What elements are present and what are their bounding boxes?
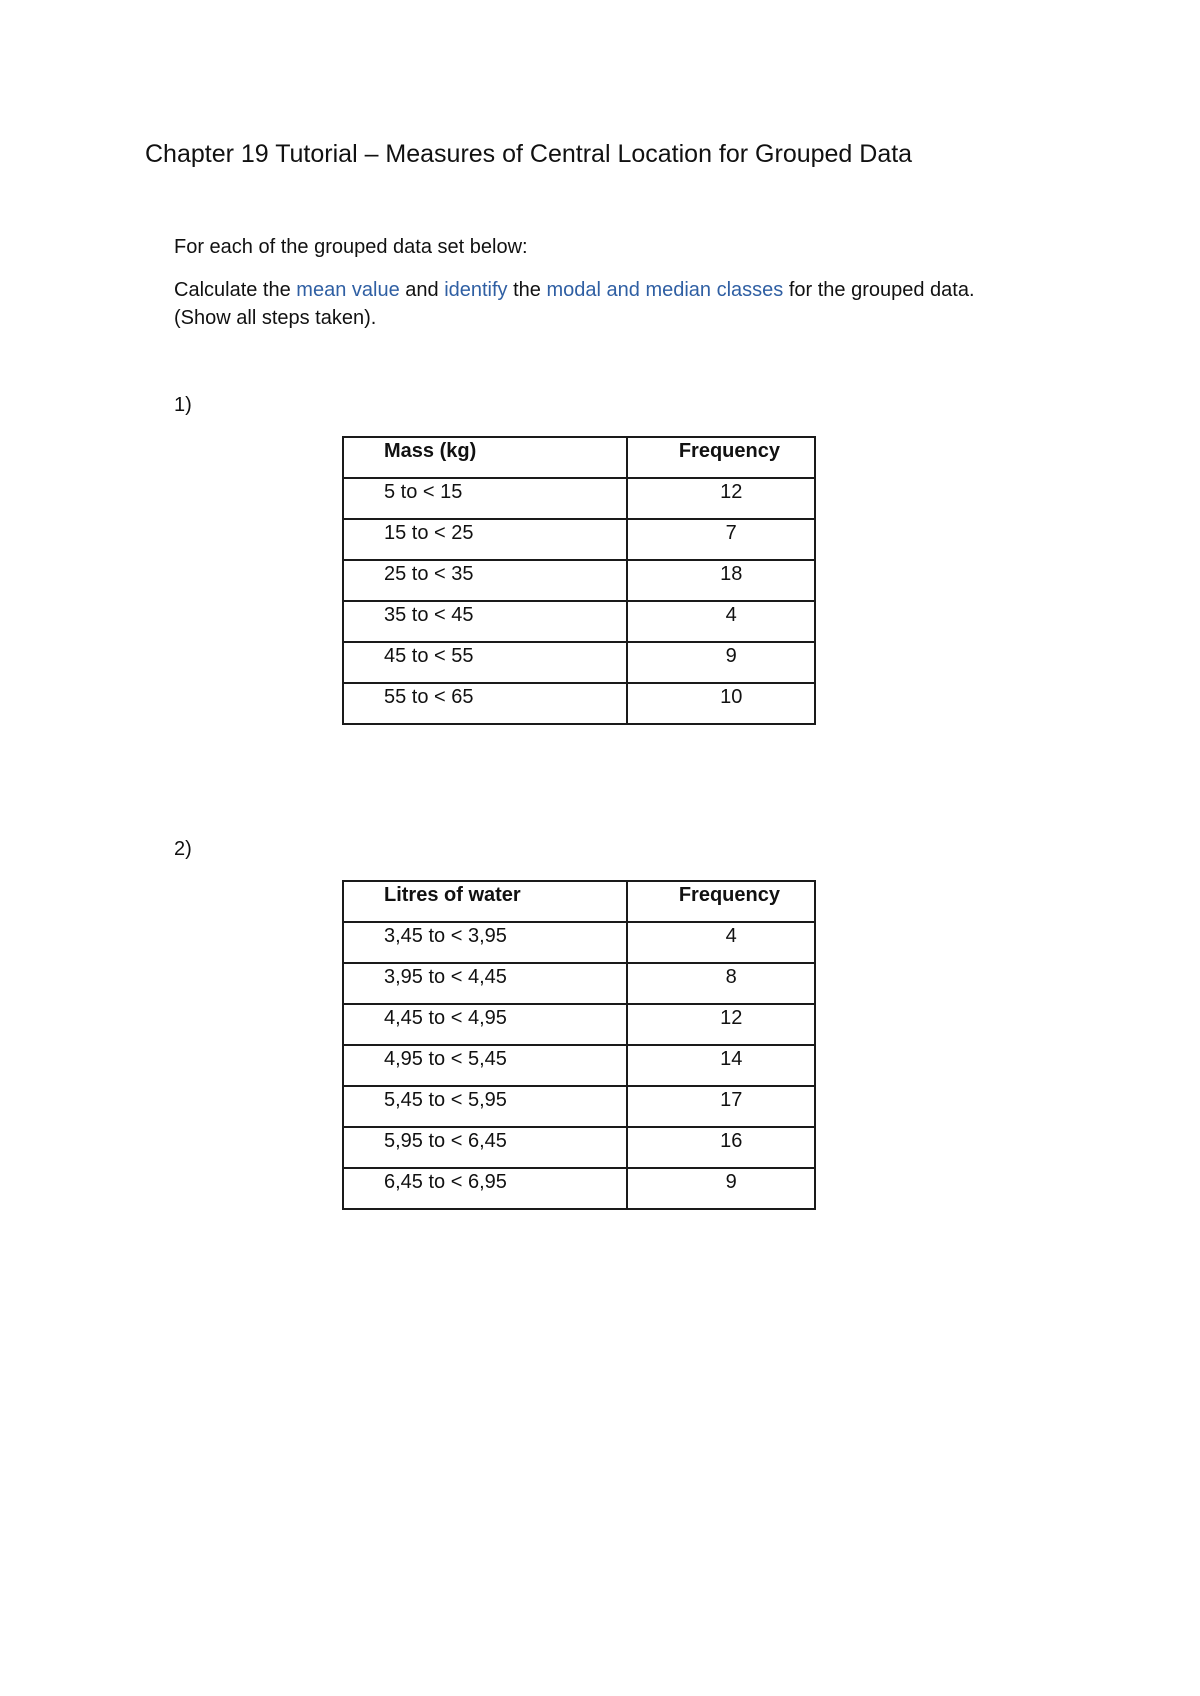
table-header-row xyxy=(343,437,815,478)
question-number: 2) xyxy=(174,838,192,860)
table-row xyxy=(343,478,815,519)
frequency-value: 7 xyxy=(627,519,815,560)
table-header-row xyxy=(343,881,815,922)
table-row xyxy=(343,922,815,963)
class-interval: 4,95 to < 5,45 xyxy=(343,1045,627,1086)
frequency-value: 9 xyxy=(627,642,815,683)
instruction-part: for the grouped data. xyxy=(783,279,975,301)
data-table-mass xyxy=(342,436,816,725)
highlight-mean-value: mean value xyxy=(296,279,400,301)
column-header: Frequency xyxy=(627,437,815,478)
note-text: (Show all steps taken). xyxy=(174,307,377,329)
data-table-litres xyxy=(342,880,816,1210)
column-header: Frequency xyxy=(627,881,815,922)
frequency-value: 14 xyxy=(627,1045,815,1086)
class-interval: 5,45 to < 5,95 xyxy=(343,1086,627,1127)
class-interval: 5 to < 15 xyxy=(343,478,627,519)
intro-text: For each of the grouped data set below: xyxy=(174,236,528,258)
highlight-identify: identify xyxy=(444,279,508,301)
frequency-value: 17 xyxy=(627,1086,815,1127)
class-interval: 45 to < 55 xyxy=(343,642,627,683)
table-row xyxy=(343,1127,815,1168)
class-interval: 4,45 to < 4,95 xyxy=(343,1004,627,1045)
table-row xyxy=(343,963,815,1004)
table-row xyxy=(343,1004,815,1045)
table-row xyxy=(343,683,815,724)
table-row xyxy=(343,560,815,601)
question-number: 1) xyxy=(174,394,192,416)
frequency-value: 4 xyxy=(627,601,815,642)
instruction-part: and xyxy=(399,279,445,301)
instruction-part: the xyxy=(507,279,547,301)
column-header: Litres of water xyxy=(343,881,627,922)
frequency-value: 16 xyxy=(627,1127,815,1168)
frequency-value: 4 xyxy=(627,922,815,963)
table-row xyxy=(343,1045,815,1086)
frequency-value: 18 xyxy=(627,560,815,601)
frequency-value: 9 xyxy=(627,1168,815,1209)
frequency-value: 10 xyxy=(627,683,815,724)
class-interval: 3,45 to < 3,95 xyxy=(343,922,627,963)
table-row xyxy=(343,642,815,683)
frequency-value: 12 xyxy=(627,1004,815,1045)
class-interval: 55 to < 65 xyxy=(343,683,627,724)
frequency-value: 8 xyxy=(627,963,815,1004)
class-interval: 25 to < 35 xyxy=(343,560,627,601)
class-interval: 3,95 to < 4,45 xyxy=(343,963,627,1004)
table-row xyxy=(343,519,815,560)
table-row xyxy=(343,601,815,642)
table-row xyxy=(343,1168,815,1209)
column-header: Mass (kg) xyxy=(343,437,627,478)
frequency-value: 12 xyxy=(627,478,815,519)
class-interval: 6,45 to < 6,95 xyxy=(343,1168,627,1209)
highlight-modal-median: modal and median classes xyxy=(546,279,784,301)
page-title: Chapter 19 Tutorial – Measures of Central Location for Grouped Data xyxy=(145,140,913,168)
class-interval: 5,95 to < 6,45 xyxy=(343,1127,627,1168)
instruction-part: Calculate the xyxy=(174,279,297,301)
instruction-text xyxy=(174,279,975,302)
class-interval: 15 to < 25 xyxy=(343,519,627,560)
class-interval: 35 to < 45 xyxy=(343,601,627,642)
table-row xyxy=(343,1086,815,1127)
